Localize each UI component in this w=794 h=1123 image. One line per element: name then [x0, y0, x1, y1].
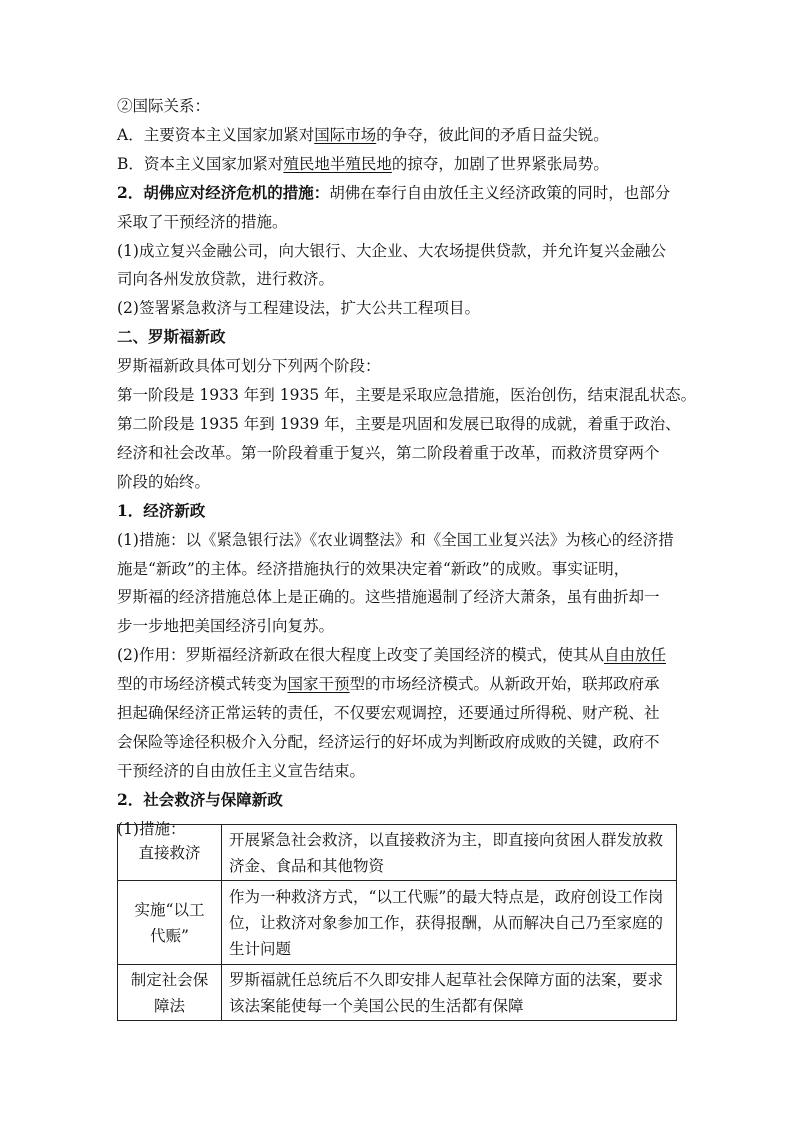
text-span: A．主要资本主义国家加紧对	[117, 125, 315, 144]
text-line: 步一步地把美国经济引向复苏。	[117, 617, 335, 636]
text-line: 采取了干预经济的措施。	[117, 212, 288, 231]
measures-table	[117, 824, 677, 1021]
text-span: 的掠夺，加剧了世界紧张局势。	[391, 154, 609, 173]
table-row	[118, 825, 677, 881]
text-line: (1)成立复兴金融公司，向大银行、大企业、大农场提供贷款，并允许复兴金融公	[117, 241, 666, 260]
text-line: 干预经济的自由放任主义宣告结束。	[117, 761, 366, 780]
text-line	[117, 150, 679, 179]
text-span: 的争夺，彼此间的矛盾日益尖锐。	[376, 125, 609, 144]
text-line	[117, 641, 679, 670]
table-cell-key-text: 制定社会保障法	[130, 970, 209, 1015]
underlined-term: 国际市场	[314, 125, 377, 144]
table-cell-key-text: 实施“以工代赈”	[134, 900, 205, 945]
table-row	[118, 881, 677, 965]
table-cell-value: 罗斯福就任总统后不久即安排人起草社会保障方面的法案，要求该法案能使每一个美国公民的生活都有保障	[222, 965, 677, 1021]
text-line	[117, 670, 679, 699]
table-cell-key	[118, 965, 222, 1021]
section-heading: 2．胡佛应对经济危机的措施：	[117, 182, 330, 202]
text-line	[117, 179, 679, 208]
section-heading: 2．社会救济与保障新政	[117, 789, 283, 809]
text-line: 阶段的始终。	[117, 472, 211, 491]
text-line: 司向各州发放贷款，进行救济。	[117, 270, 335, 289]
text-span: B．资本主义国家加紧对	[117, 154, 284, 173]
text-span: (2)作用：罗斯福经济新政在很大程度上改变了美国经济的模式，使其从	[117, 646, 604, 665]
text-line: (1)措施：以《紧急银行法》《农业调整法》和《全国工业复兴法》为核心的经济措	[117, 530, 674, 549]
text-line: 第一阶段是 1933 年到 1935 年，主要是采取应急措施，医治创伤，结束混乱状态。	[117, 386, 697, 405]
text-line: 经济和社会改革。第一阶段着重于复兴，第二阶段着重于改革，而救济贯穿两个	[117, 443, 660, 462]
text-span: 胡佛在奉行自由放任主义经济政策的同时，也部分	[329, 183, 671, 202]
text-line: 会保险等途径积极介入分配，经济运行的好坏成为判断政府成败的关键，政府不	[117, 732, 660, 751]
text-line	[117, 121, 679, 150]
text-line: 第二阶段是 1935 年到 1939 年，主要是巩固和发展已取得的成就，着重于政治、	[117, 414, 681, 433]
table-row	[118, 965, 677, 1021]
table-cell-value: 开展紧急社会救济，以直接救济为主，即直接向贫困人群发放救济金、食品和其他物资	[222, 825, 677, 881]
text-span: 型的市场经济模式。从新政开始，联邦政府承	[349, 675, 660, 694]
table-cell-value: 作为一种救济方式，“以工代赈”的最大特点是，政府创设工作岗位，让救济对象参加工作，获得报酬，从而解决自己乃至家庭的生计问题	[222, 881, 677, 965]
text-line: 担起确保经济正常运转的责任，不仅要宏观调控，还要通过所得税、财产税、社	[117, 704, 660, 723]
table-cell-key: 直接救济	[118, 825, 222, 881]
text-line: 施是“新政”的主体。经济措施执行的效果决定着“新政”的成败。事实证明，	[117, 559, 630, 578]
section-heading: 1．经济新政	[117, 500, 206, 520]
text-line: 罗斯福新政具体可划分下列两个阶段：	[117, 357, 381, 376]
underlined-term: 国家干预	[287, 675, 350, 694]
document-body	[117, 92, 697, 844]
text-span: 型的市场经济模式转变为	[117, 675, 288, 694]
text-line: (2)签署紧急救济与工程建设法，扩大公共工程项目。	[117, 299, 480, 318]
text-line: ②国际关系：	[117, 97, 211, 115]
table-cell-key	[118, 881, 222, 965]
text-line: 罗斯福的经济措施总体上是正确的。这些措施遏制了经济大萧条，虽有曲折却一	[117, 588, 660, 607]
underlined-term: 自由放任	[603, 646, 666, 665]
section-heading: 二、罗斯福新政	[117, 327, 226, 347]
underlined-term: 殖民地半殖民地	[283, 154, 392, 173]
text-line: (1)措施：	[117, 819, 186, 838]
